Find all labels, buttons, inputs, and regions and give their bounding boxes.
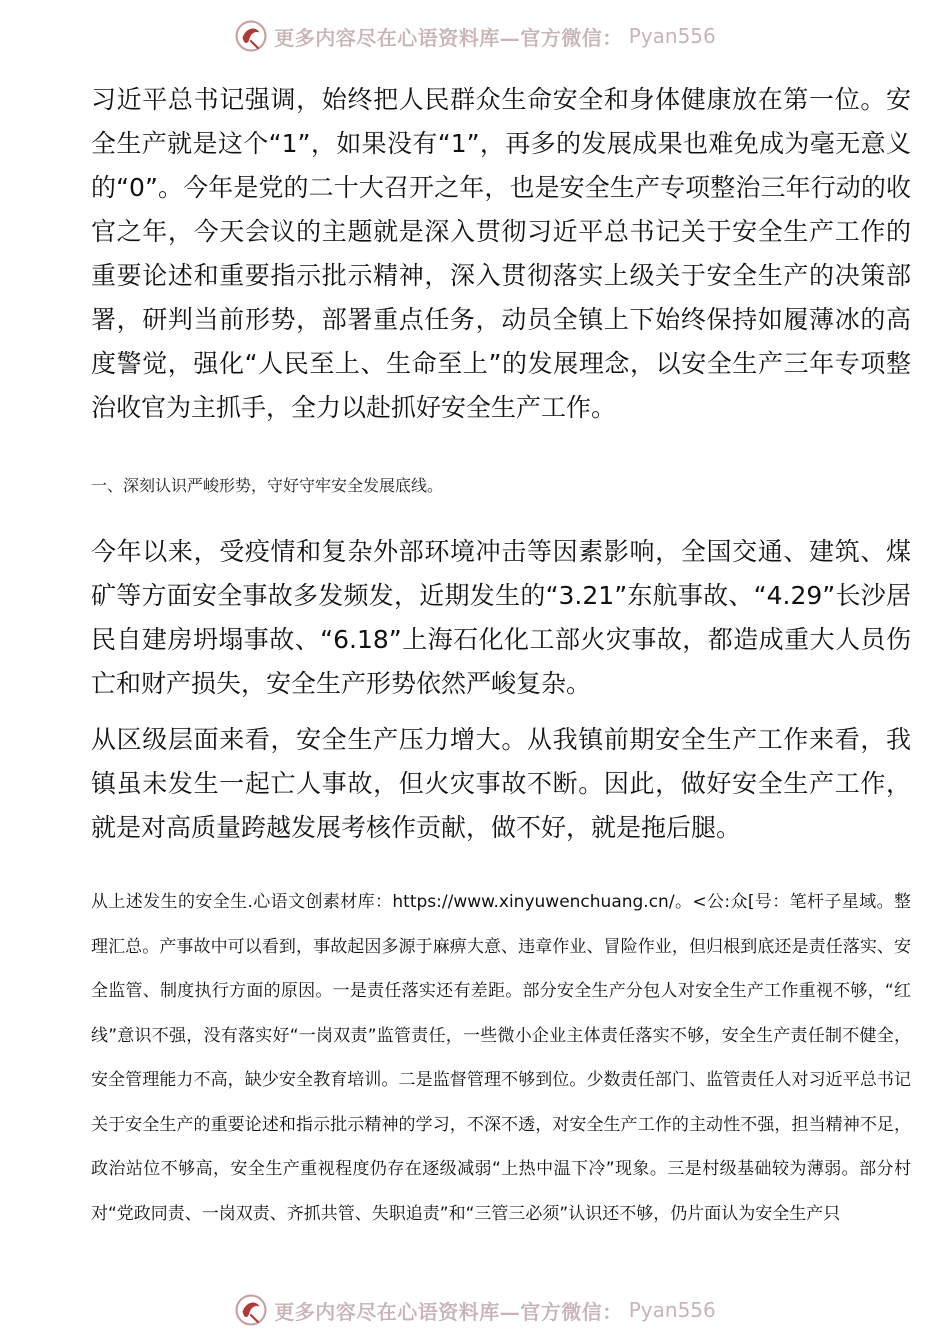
footer-banner <box>0 1288 950 1332</box>
banner-text: 更多内容尽在心语资料库—官方微信： <box>274 1299 623 1324</box>
header-banner <box>0 14 950 58</box>
brand-logo-icon <box>234 19 268 53</box>
paragraph-4: 从上述发生的安全生.心语文创素材库：https://www.xinyuwenchuang.cn/。<公:众[号：笔杆子星域。整理汇总。产事故中可以看到，事故起因多源于麻痹大意、违章作业、冒险作业，但归根到底还是责任落实、安全监管、制度执行方面的原因。一是责任落实还有差距。部分安全生产分包人对安全生产工作重视不够，“红线”意识不强，没有落实好“一岗双责”监管责任，一些微小企业主体责任落实不够，安全生产责任制不健全，安全管理能力不高，缺少安全教育培训。二是监督管理不够到位。少数责任部门、监管责任人对习近平总书记关于安全生产的重要论述和指示批示精神的学习，不深不透，对安全生产工作的主动性不强，担当精神不足，政治站位不够高，安全生产重视程度仍存在逐级减弱“上热中温下冷”现象。三是村级基础较为薄弱。部分村对“党政同责、一岗双责、齐抓共管、失职追责”和“三管三必须”认识还不够，仍片面认为安全生产只 <box>91 892 911 1224</box>
banner-wechat-id: Pyan556 <box>628 1298 716 1322</box>
banner-wechat-id: Pyan556 <box>628 24 716 48</box>
paragraph-2: 今年以来，受疫情和复杂外部环境冲击等因素影响，全国交通、建筑、煤矿等方面安全事故多发频发，近期发生的“3.21”东航事故、“4.29”长沙居民自建房坍塌事故、“6.18”上海石化化工部火灾事故，都造成重大人员伤亡和财产损失，安全生产形势依然严峻复杂。 <box>91 537 911 698</box>
paragraph-1: 习近平总书记强调，始终把人民群众生命安全和身体健康放在第一位。安全生产就是这个“1”，如果没有“1”，再多的发展成果也难免成为毫无意义的“0”。今年是党的二十大召开之年，也是安全生产专项整治三年行动的收官之年，今天会议的主题就是深入贯彻习近平总书记关于安全生产工作的重要论述和重要指示批示精神，深入贯彻落实上级关于安全生产的决策部署，研判当前形势，部署重点任务，动员全镇上下始终保持如履薄冰的高度警觉，强化“人民至上、生命至上”的发展理念，以安全生产三年专项整治收官为主抓手，全力以赴抓好安全生产工作。 <box>91 85 911 422</box>
section-heading: 一、深刻认识严峻形势，守好守牢安全发展底线。 <box>91 476 444 495</box>
paragraph-3: 从区级层面来看，安全生产压力增大。从我镇前期安全生产工作来看，我镇虽未发生一起亡人事故，但火灾事故不断。因此，做好安全生产工作，就是对高质量跨越发展考核作贡献，做不好，就是拖后腿。 <box>91 725 911 842</box>
banner-text: 更多内容尽在心语资料库—官方微信： <box>274 25 623 50</box>
brand-logo-icon <box>234 1293 268 1327</box>
document-body <box>91 78 911 1236</box>
